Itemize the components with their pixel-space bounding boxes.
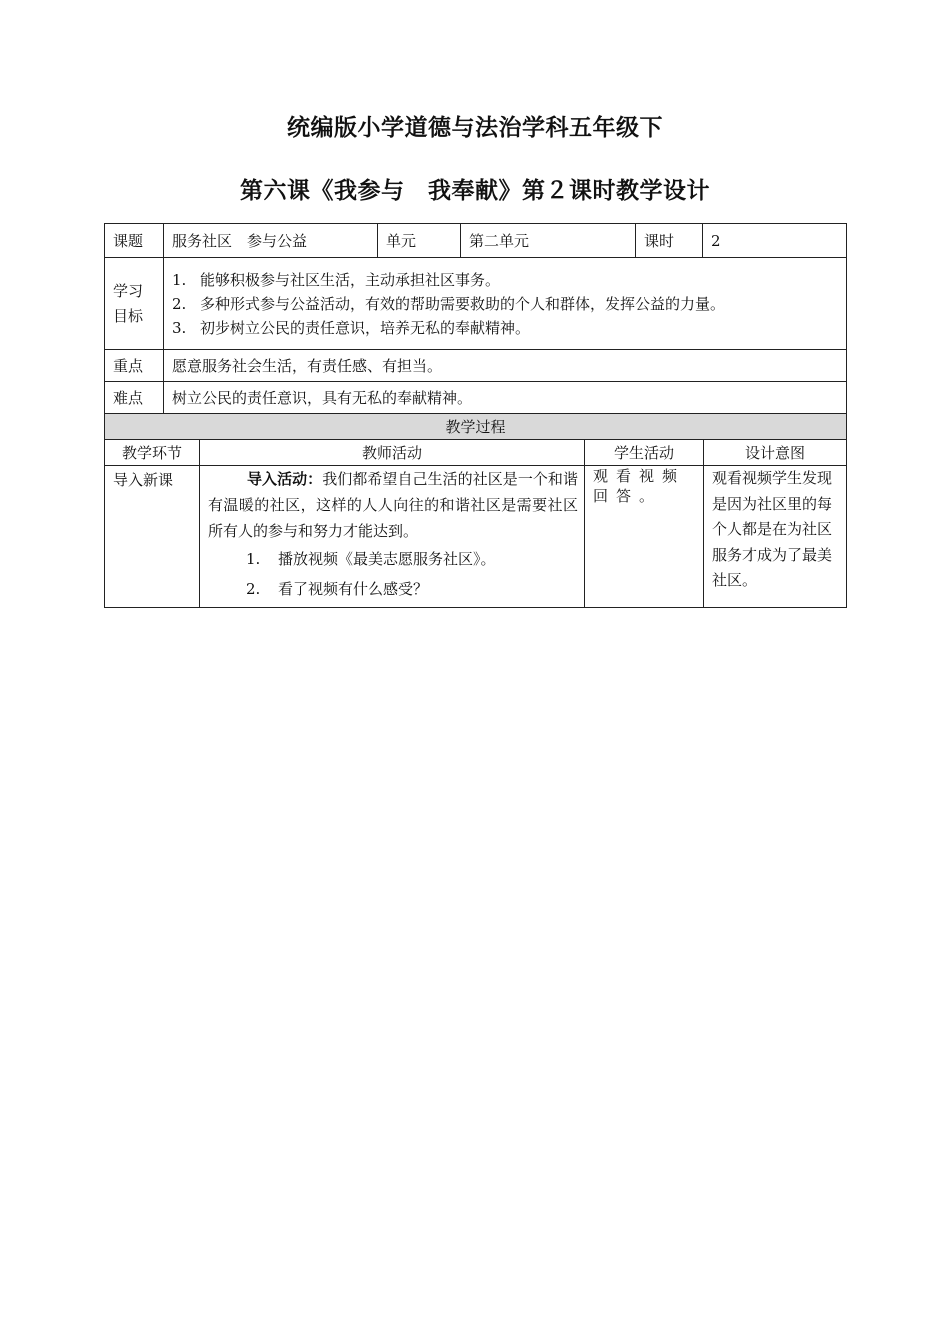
process-section-title: 教学过程: [105, 414, 847, 440]
key-point-row: [105, 350, 847, 382]
difficulty-row: [105, 382, 847, 414]
topic-label: 课题: [105, 224, 164, 258]
unit-label: 单元: [378, 224, 461, 258]
activity-label: 导入活动：: [247, 470, 323, 488]
goal-text: 能够积极参与社区生活，主动承担社区事务。: [200, 270, 501, 289]
document-title: 统编版小学道德与法治学科五年级下: [287, 114, 663, 141]
student-activity-cell: 观看视频回答。: [585, 466, 704, 608]
goals-row: [105, 258, 847, 350]
header-design-intent: 设计意图: [704, 440, 847, 466]
list-number: 2.: [246, 580, 261, 598]
list-text: 看了视频有什么感受？: [278, 580, 429, 598]
table-row: [105, 466, 847, 608]
unit-value: 第二单元: [461, 224, 636, 258]
teacher-intro-text: 我们都希望自己生活的社区是一个和谐有温暖的社区，这样的人人向往的和谐社区是需要社区所有人的参与和努力才能达到。: [208, 470, 578, 540]
goals-list: [164, 258, 847, 350]
goal-number: 1.: [172, 270, 187, 289]
goals-label: 学习目标: [105, 258, 164, 350]
goal-text: 初步树立公民的责任意识，培养无私的奉献精神。: [200, 318, 531, 337]
list-item: [208, 574, 578, 607]
topic-value: 服务社区 参与公益: [164, 224, 378, 258]
document-subtitle: 第六课《我参与 我奉献》第２课时教学设计: [240, 177, 710, 204]
list-text: 播放视频《最美志愿服务社区》。: [278, 550, 496, 568]
difficulty-label: 难点: [105, 382, 164, 414]
teacher-activity-cell: [200, 466, 585, 608]
topic-row: [105, 224, 847, 258]
goal-number: 2.: [172, 294, 187, 313]
goal-item: [172, 292, 838, 316]
goal-item: [172, 268, 838, 292]
goal-number: 3.: [172, 318, 187, 337]
list-number: 1.: [246, 550, 261, 568]
header-teacher-activity: 教师活动: [200, 440, 585, 466]
process-band-row: [105, 414, 847, 440]
key-point-label: 重点: [105, 350, 164, 382]
goal-text: 多种形式参与公益活动，有效的帮助需要救助的个人和群体，发挥公益的力量。: [200, 294, 726, 313]
header-stage: 教学环节: [105, 440, 200, 466]
period-value: 2: [703, 224, 847, 258]
header-student-activity: 学生活动: [585, 440, 704, 466]
period-label: 课时: [636, 224, 703, 258]
key-point-value: 愿意服务社会生活，有责任感、有担当。: [164, 350, 847, 382]
difficulty-value: 树立公民的责任意识，具有无私的奉献精神。: [164, 382, 847, 414]
teacher-intro-paragraph: [208, 466, 578, 544]
design-intent-cell: 观看视频学生发现是因为社区里的每个人都是在为社区服务才成为了最美社区。: [704, 466, 847, 608]
teaching-process-table: [104, 413, 847, 608]
list-item: [208, 544, 578, 574]
goal-item: [172, 316, 838, 340]
stage-cell: 导入新课: [105, 466, 200, 608]
lesson-info-table: [104, 223, 847, 414]
process-header-row: [105, 440, 847, 466]
